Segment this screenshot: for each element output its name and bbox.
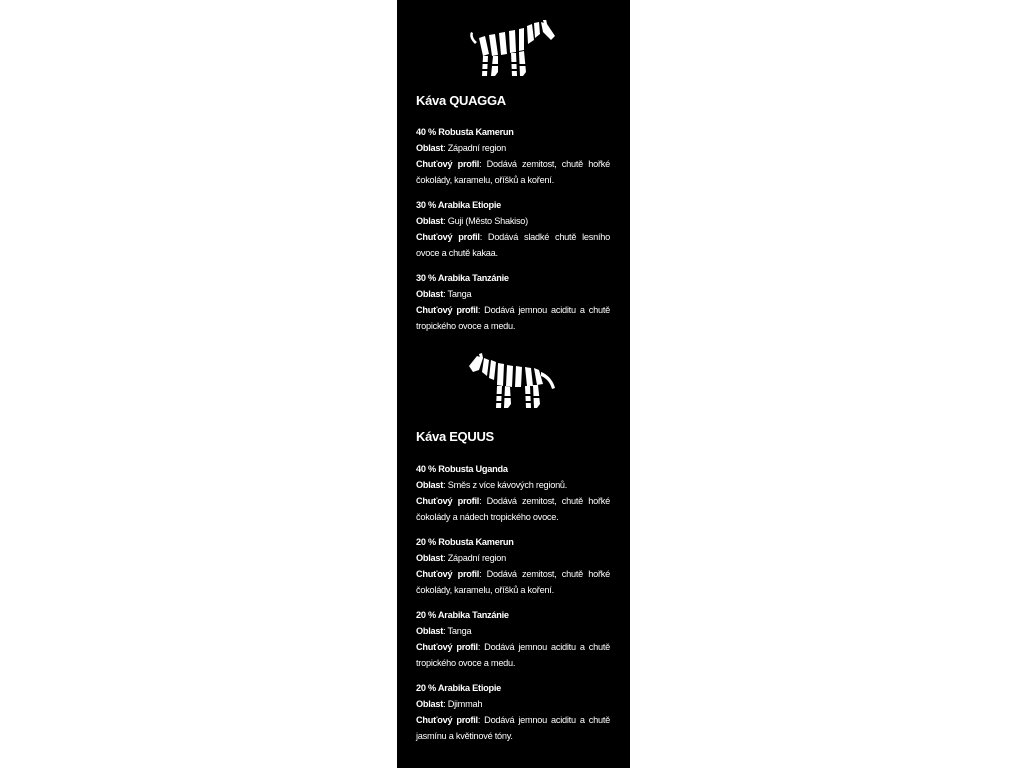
profile-label: Chuťový profil xyxy=(416,496,480,506)
component-block xyxy=(416,461,610,525)
profile-label: Chuťový profil xyxy=(416,569,480,579)
component-heading: 20 % Arabika Tanzánie xyxy=(416,610,509,620)
profile-line xyxy=(416,712,610,744)
region-label: Oblast xyxy=(416,289,444,299)
profile-line xyxy=(416,493,610,525)
region-line xyxy=(416,550,610,566)
region-value: : Guji (Město Shakiso) xyxy=(443,216,528,226)
component-block xyxy=(416,270,610,334)
profile-label: Chuťový profil xyxy=(416,305,478,315)
region-value: : Tanga xyxy=(443,289,472,299)
product-title: Káva EQUUS xyxy=(416,429,494,444)
component-heading: 30 % Arabika Tanzánie xyxy=(416,273,509,283)
region-line xyxy=(416,213,610,229)
region-line xyxy=(416,140,610,156)
profile-label: Chuťový profil xyxy=(416,715,478,725)
profile-line xyxy=(416,156,610,188)
profile-value: : Dodává jemnou aciditu a chutě tropického ovoce a medu. xyxy=(416,305,610,331)
component-heading: 20 % Arabika Etiopie xyxy=(416,683,502,693)
region-line xyxy=(416,477,610,493)
zebra-icon xyxy=(467,20,559,80)
region-value: : Djimmah xyxy=(443,699,483,709)
region-value: : Tanga xyxy=(443,626,472,636)
component-block xyxy=(416,197,610,261)
component-block xyxy=(416,607,610,671)
profile-value: : Dodává zemitost, chutě hořké čokolády, karamelu, oříšků a koření. xyxy=(416,159,610,185)
region-label: Oblast xyxy=(416,143,444,153)
component-heading: 30 % Arabika Etiopie xyxy=(416,200,502,210)
zebra-icon xyxy=(467,352,559,412)
profile-line xyxy=(416,229,610,261)
profile-value: : Dodává zemitost, chutě hořké čokolády a nádech tropického ovoce. xyxy=(416,496,610,522)
profile-value: : Dodává zemitost, chutě hořké čokolády, karamelu, oříšků a koření. xyxy=(416,569,610,595)
region-line xyxy=(416,696,610,712)
profile-value: : Dodává jemnou aciditu a chutě jasmínu a květinové tóny. xyxy=(416,715,610,741)
region-label: Oblast xyxy=(416,553,444,563)
region-label: Oblast xyxy=(416,699,444,709)
component-block xyxy=(416,124,610,188)
region-line xyxy=(416,623,610,639)
profile-label: Chuťový profil xyxy=(416,232,480,242)
profile-line xyxy=(416,566,610,598)
region-value: : Západní region xyxy=(443,143,507,153)
component-block xyxy=(416,680,610,744)
region-value: : Západní region xyxy=(443,553,507,563)
component-heading: 40 % Robusta Uganda xyxy=(416,464,508,474)
region-value: : Směs z více kávových regionů. xyxy=(443,480,568,490)
region-label: Oblast xyxy=(416,216,444,226)
region-label: Oblast xyxy=(416,626,444,636)
profile-line xyxy=(416,639,610,671)
profile-value: : Dodává sladké chutě lesního ovoce a chutě kakaa. xyxy=(416,232,610,258)
profile-label: Chuťový profil xyxy=(416,642,478,652)
region-line xyxy=(416,286,610,302)
product-title: Káva QUAGGA xyxy=(416,93,506,108)
region-label: Oblast xyxy=(416,480,444,490)
component-heading: 40 % Robusta Kamerun xyxy=(416,127,514,137)
profile-line xyxy=(416,302,610,334)
component-block xyxy=(416,534,610,598)
profile-value: : Dodává jemnou aciditu a chutě tropického ovoce a medu. xyxy=(416,642,610,668)
product-info-panel xyxy=(397,0,630,768)
profile-label: Chuťový profil xyxy=(416,159,480,169)
component-heading: 20 % Robusta Kamerun xyxy=(416,537,514,547)
